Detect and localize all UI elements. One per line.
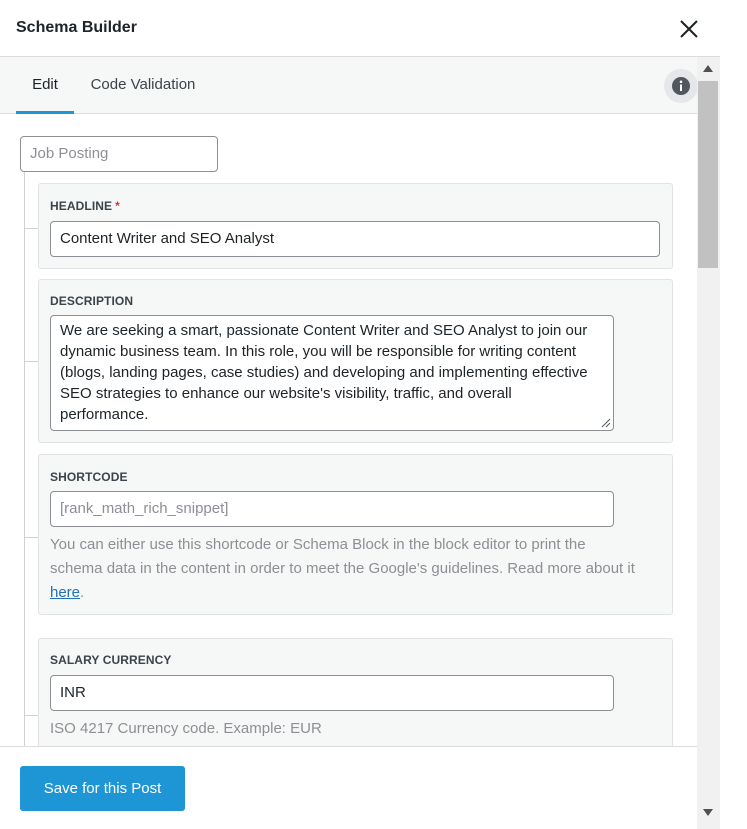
tab-bar	[0, 57, 697, 114]
description-label: DESCRIPTION	[50, 294, 134, 308]
scroll-up-arrow-icon[interactable]	[703, 65, 713, 72]
tree-connector-tick	[24, 537, 38, 538]
close-button[interactable]	[676, 16, 702, 42]
headline-label-text: HEADLINE	[50, 199, 113, 213]
scrollbar[interactable]	[697, 57, 720, 829]
shortcode-help-text	[50, 533, 640, 605]
page-background-strip	[720, 0, 747, 829]
shortcode-help-period: .	[80, 584, 85, 601]
description-textarea[interactable]	[50, 315, 614, 431]
info-button[interactable]	[664, 69, 698, 103]
shortcode-help-body: You can either use this shortcode or Schema Block in the block editor to print the schema data in the content in order to meet the Google's guidelines. Read more about it	[50, 536, 635, 577]
scroll-down-arrow-icon[interactable]	[703, 809, 713, 816]
tree-connector-tick	[24, 228, 38, 229]
headline-field-group	[38, 183, 673, 269]
save-for-this-post-button[interactable]: Save for this Post	[20, 766, 185, 811]
headline-label	[50, 199, 120, 213]
description-text: We are seeking a smart, passionate Content Writer and SEO Analyst to join our dynamic business team. In this role, you will be responsible for writing content (blogs, landing pages, case studies) and developing and implementing effective SEO strategies to enhance our website's visibility, traffic, and overall performance.	[60, 322, 588, 423]
shortcode-input[interactable]: [rank_math_rich_snippet]	[50, 491, 614, 527]
shortcode-label: SHORTCODE	[50, 470, 128, 484]
tab-edit[interactable]: Edit	[16, 57, 74, 113]
schema-type-input[interactable]: Job Posting	[20, 136, 218, 172]
info-icon	[671, 76, 691, 96]
tree-connector-tick	[24, 715, 38, 716]
modal-footer	[0, 746, 697, 829]
schema-editor-content	[0, 114, 697, 746]
modal-title: Schema Builder	[16, 19, 137, 36]
salary-currency-field-group	[38, 638, 673, 746]
scrollbar-thumb[interactable]	[698, 81, 718, 268]
salary-currency-input[interactable]: INR	[50, 675, 614, 711]
salary-currency-label: SALARY CURRENCY	[50, 653, 172, 667]
tree-connector-line	[24, 172, 25, 746]
resize-handle-icon[interactable]	[600, 417, 611, 428]
salary-currency-help-text: ISO 4217 Currency code. Example: EUR	[50, 720, 322, 737]
close-icon	[676, 16, 702, 42]
tree-connector-tick	[24, 361, 38, 362]
headline-input[interactable]: Content Writer and SEO Analyst	[50, 221, 660, 257]
read-more-link[interactable]: here	[50, 584, 81, 601]
tab-code-validation[interactable]: Code Validation	[90, 76, 196, 93]
modal-header	[0, 0, 720, 57]
required-marker: *	[115, 199, 120, 213]
description-field-group	[38, 279, 673, 443]
shortcode-field-group	[38, 454, 673, 615]
